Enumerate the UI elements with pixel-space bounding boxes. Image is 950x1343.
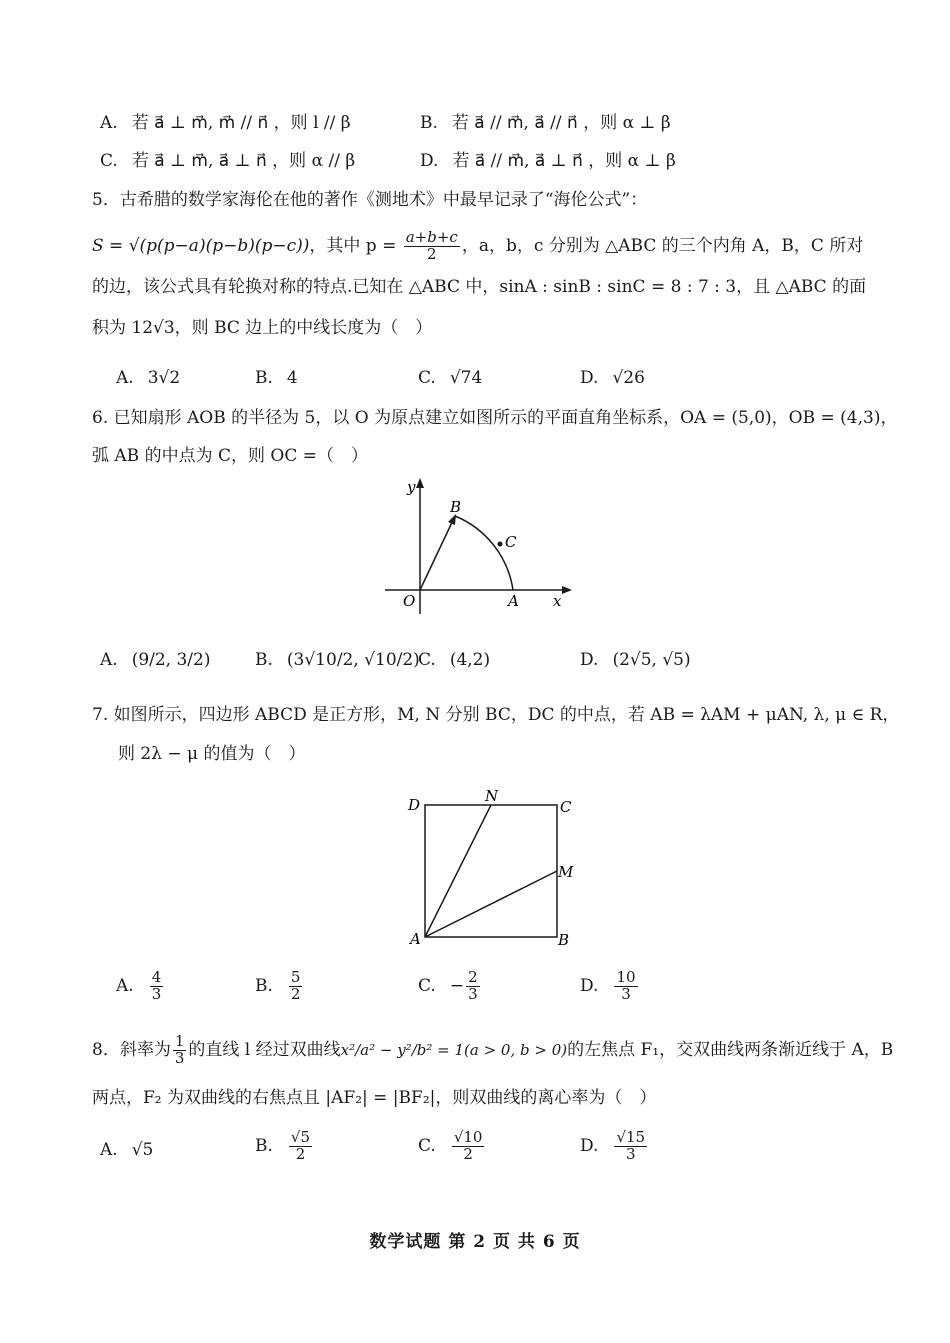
numerator: √5 xyxy=(290,1128,311,1146)
p-numerator: a+b+c xyxy=(405,228,458,246)
q4-option-b xyxy=(420,108,671,133)
label-x: x xyxy=(553,592,562,610)
y-axis-arrow xyxy=(416,478,424,488)
denominator: 3 xyxy=(468,984,478,1003)
q4-option-a xyxy=(100,108,351,133)
numerator: 2 xyxy=(468,968,478,986)
option-label: C. xyxy=(100,151,118,171)
option-label: A. xyxy=(100,113,118,133)
q8-line-2: 两点，F₂ 为双曲线的右焦点且 |AF₂| = |BF₂|，则双曲线的离心率为（ ） xyxy=(92,1088,657,1108)
option-text: √5 xyxy=(131,1140,154,1160)
option-text: (2√5, √5) xyxy=(612,650,691,670)
option-fraction xyxy=(150,970,164,1003)
option-label: C. xyxy=(418,975,436,996)
q8-text: 8．斜率为 xyxy=(92,1039,171,1060)
option-text: √26 xyxy=(612,368,645,388)
q6-option-b xyxy=(255,650,420,670)
option-fraction xyxy=(614,970,637,1003)
option-text: 若 a⃗ ⊥ m⃗, a⃗ ⊥ n⃗ ，则 α // β xyxy=(131,151,356,171)
option-label: D. xyxy=(580,975,599,996)
q5-text: ，a，b，c 分别为 △ABC 的三个内角 A，B，C 所对 xyxy=(461,235,864,256)
label-b: B xyxy=(450,498,462,516)
denominator: 3 xyxy=(621,984,631,1003)
heron-formula: S = √(p(p−a)(p−b)(p−c)) xyxy=(92,235,310,256)
sector-figure xyxy=(375,472,580,617)
label-o: O xyxy=(403,592,416,610)
q5-line-4: 积为 12√3，则 BC 边上的中线长度为（ ） xyxy=(92,318,433,338)
q5-option-c xyxy=(418,368,482,388)
option-fraction xyxy=(289,970,303,1003)
option-fraction xyxy=(614,1130,647,1163)
q8-option-d xyxy=(580,1130,649,1163)
denominator: 2 xyxy=(295,1144,306,1163)
arc-ab xyxy=(455,516,513,590)
label-a: A xyxy=(508,592,519,610)
option-text: (9/2, 3/2) xyxy=(131,650,211,670)
denominator: 2 xyxy=(463,1144,473,1163)
q7-option-d xyxy=(580,970,640,1003)
hyperbola-equation: x²/a² − y²/b² = 1(a > 0, b > 0) xyxy=(340,1040,568,1059)
q8-text: 的左焦点 F₁，交双曲线两条渐近线于 A，B xyxy=(567,1039,894,1060)
q5-text: ，其中 p = xyxy=(309,235,397,256)
option-label: B. xyxy=(255,650,273,670)
option-label: A. xyxy=(100,1140,118,1160)
option-label: A. xyxy=(100,650,118,670)
denominator: 3 xyxy=(174,1048,185,1067)
q4-option-c xyxy=(100,146,355,171)
vector-ob xyxy=(420,516,455,590)
label-a: A xyxy=(410,930,421,948)
option-text: 若 a⃗ ⊥ m⃗, m⃗ // n⃗ ，则 l // β xyxy=(131,113,351,133)
q8-option-a xyxy=(100,1140,153,1160)
option-label: D. xyxy=(420,151,439,171)
numerator: √10 xyxy=(453,1128,483,1146)
option-fraction xyxy=(466,970,480,1003)
option-fraction xyxy=(452,1130,485,1163)
option-label: C. xyxy=(418,368,436,388)
option-label: A. xyxy=(116,975,134,996)
q8-option-b xyxy=(255,1130,314,1163)
minus-sign: − xyxy=(449,975,465,996)
q5-line-2 xyxy=(92,230,863,263)
numerator: √15 xyxy=(616,1128,646,1146)
page-footer: 数学试题 第 2 页 共 6 页 xyxy=(369,1232,581,1252)
denominator: 2 xyxy=(290,984,301,1003)
label-m: M xyxy=(558,863,574,881)
q6-option-d xyxy=(580,650,691,670)
q5-option-d xyxy=(580,368,645,388)
q4-option-d xyxy=(420,146,676,171)
option-label: D. xyxy=(580,1135,599,1156)
option-fraction xyxy=(289,1130,312,1163)
option-text: √74 xyxy=(449,368,483,388)
denominator: 3 xyxy=(625,1144,636,1163)
option-label: D. xyxy=(580,368,599,388)
q6-line-1: 6. 已知扇形 AOB 的半径为 5，以 O 为原点建立如图所示的平面直角坐标系，OA = (5,0)，OB = (4,3)， xyxy=(92,408,898,428)
label-n: N xyxy=(485,787,499,805)
option-label: B. xyxy=(255,368,273,388)
option-label: B. xyxy=(420,113,438,133)
option-text: (3√10/2, √10/2) xyxy=(286,650,420,670)
q7-option-c xyxy=(418,970,482,1003)
label-b: B xyxy=(558,931,570,949)
numerator: 4 xyxy=(151,968,162,986)
q7-option-b xyxy=(255,970,304,1003)
label-c: C xyxy=(560,798,572,816)
segment-an xyxy=(425,805,491,937)
numerator: 5 xyxy=(290,968,301,986)
q8-option-c xyxy=(418,1130,486,1163)
q8-text: 的直线 l 经过双曲线 xyxy=(188,1039,341,1060)
q8-line-1 xyxy=(92,1034,893,1067)
option-label: D. xyxy=(580,650,599,670)
numerator: 1 xyxy=(174,1032,185,1050)
q6-option-c xyxy=(418,650,490,670)
option-label: A. xyxy=(116,368,134,388)
q7-option-a xyxy=(116,970,165,1003)
q5-option-b xyxy=(255,368,298,388)
q6-option-a xyxy=(100,650,210,670)
point-c xyxy=(498,542,503,547)
option-text: 3√2 xyxy=(147,368,181,388)
p-denominator: 2 xyxy=(427,244,437,263)
q6-line-2: 弧 AB 的中点为 C，则 OC =（ ） xyxy=(92,446,368,466)
q5-option-a xyxy=(116,368,180,388)
option-text: 4 xyxy=(286,368,298,388)
denominator: 3 xyxy=(151,984,162,1003)
option-text: 若 a⃗ // m⃗, a⃗ ⊥ n⃗ ，则 α ⊥ β xyxy=(452,151,676,171)
p-fraction xyxy=(404,230,460,263)
numerator: 10 xyxy=(616,968,636,986)
option-text: (4,2) xyxy=(449,650,491,670)
square-abcd xyxy=(425,805,557,937)
option-label: B. xyxy=(255,1135,273,1156)
segment-am xyxy=(425,871,557,937)
option-text: 若 a⃗ // m⃗, a⃗ // n⃗ ，则 α ⊥ β xyxy=(451,113,671,133)
q7-line-1: 7. 如图所示，四边形 ABCD 是正方形，M, N 分别 BC，DC 的中点，若 AB = λAM + μAN, λ, μ ∈ R， xyxy=(92,705,900,725)
x-axis-arrow xyxy=(562,586,572,594)
option-label: B. xyxy=(255,975,273,996)
q7-line-2: 则 2λ − μ 的值为（ ） xyxy=(118,744,306,764)
label-d: D xyxy=(408,796,421,814)
option-label: C. xyxy=(418,1135,436,1156)
label-y: y xyxy=(407,478,416,496)
option-label: C. xyxy=(418,650,436,670)
label-c: C xyxy=(505,533,517,551)
square-figure xyxy=(400,785,590,950)
q5-line-3: 的边，该公式具有轮换对称的特点.已知在 △ABC 中，sinA : sinB : sinC = 8 : 7 : 3，且 △ABC 的面 xyxy=(92,277,867,297)
q5-line-1: 5．古希腊的数学家海伦在他的著作《测地术》中最早记录了“海伦公式”： xyxy=(92,190,648,210)
slope-fraction xyxy=(173,1034,187,1067)
